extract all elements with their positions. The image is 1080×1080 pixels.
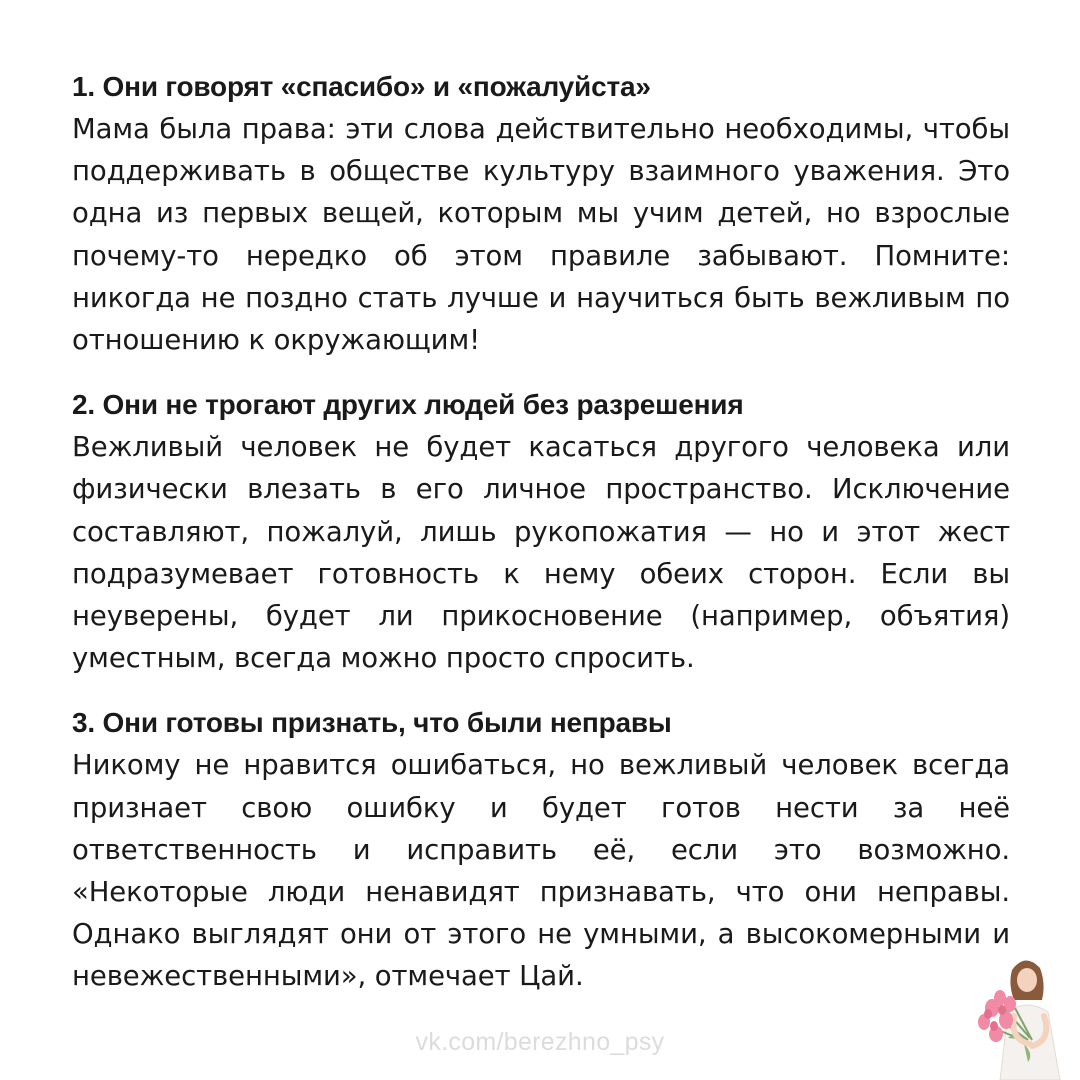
section-heading: 1. Они говорят «спасибо» и «пожалуйста» <box>72 71 651 102</box>
section-1 <box>72 66 1010 361</box>
section-text: Мама была права: эти слова действительно необходимы, чтобы поддерживать в обществе культуру взаимного уважения. Это одна из первых вещей, которым мы учим детей, но взрослые почему-то нередко об этом правиле забывают. Помните: никогда не поздно стать лучше и научиться быть вежливым по отношению к окружающим! <box>72 113 1010 357</box>
girl-with-tulips-icon <box>970 950 1080 1080</box>
section-3 <box>72 702 1010 997</box>
article-content <box>72 66 1010 1021</box>
section-2 <box>72 384 1010 679</box>
section-text: Никому не нравится ошибаться, но вежливый человек всегда признает свою ошибку и будет готов нести за неё ответственность и исправить её, если это возможно. «Некоторые люди ненавидят признавать, что они неправы. Однако выглядят они от этого не умными, а высокомерными и невежественными», отмечает Цай. <box>72 749 1010 993</box>
section-heading: 3. Они готовы признать, что были неправы <box>72 707 672 739</box>
watermark: vk.com/berezhno_psy <box>415 1028 665 1056</box>
section-text: Вежливый человек не будет касаться другого человека или физически влезать в его личное пространство. Исключение составляют, пожалуй, лишь рукопожатия — но и этот жест подразумевает готовность к нему обеих сторон. Если вы неуверены, будет ли прикосновение (например, объятия) уместным, всегда можно просто спросить. <box>72 431 1010 675</box>
section-heading: 2. Они не трогают других людей без разрешения <box>72 389 744 421</box>
